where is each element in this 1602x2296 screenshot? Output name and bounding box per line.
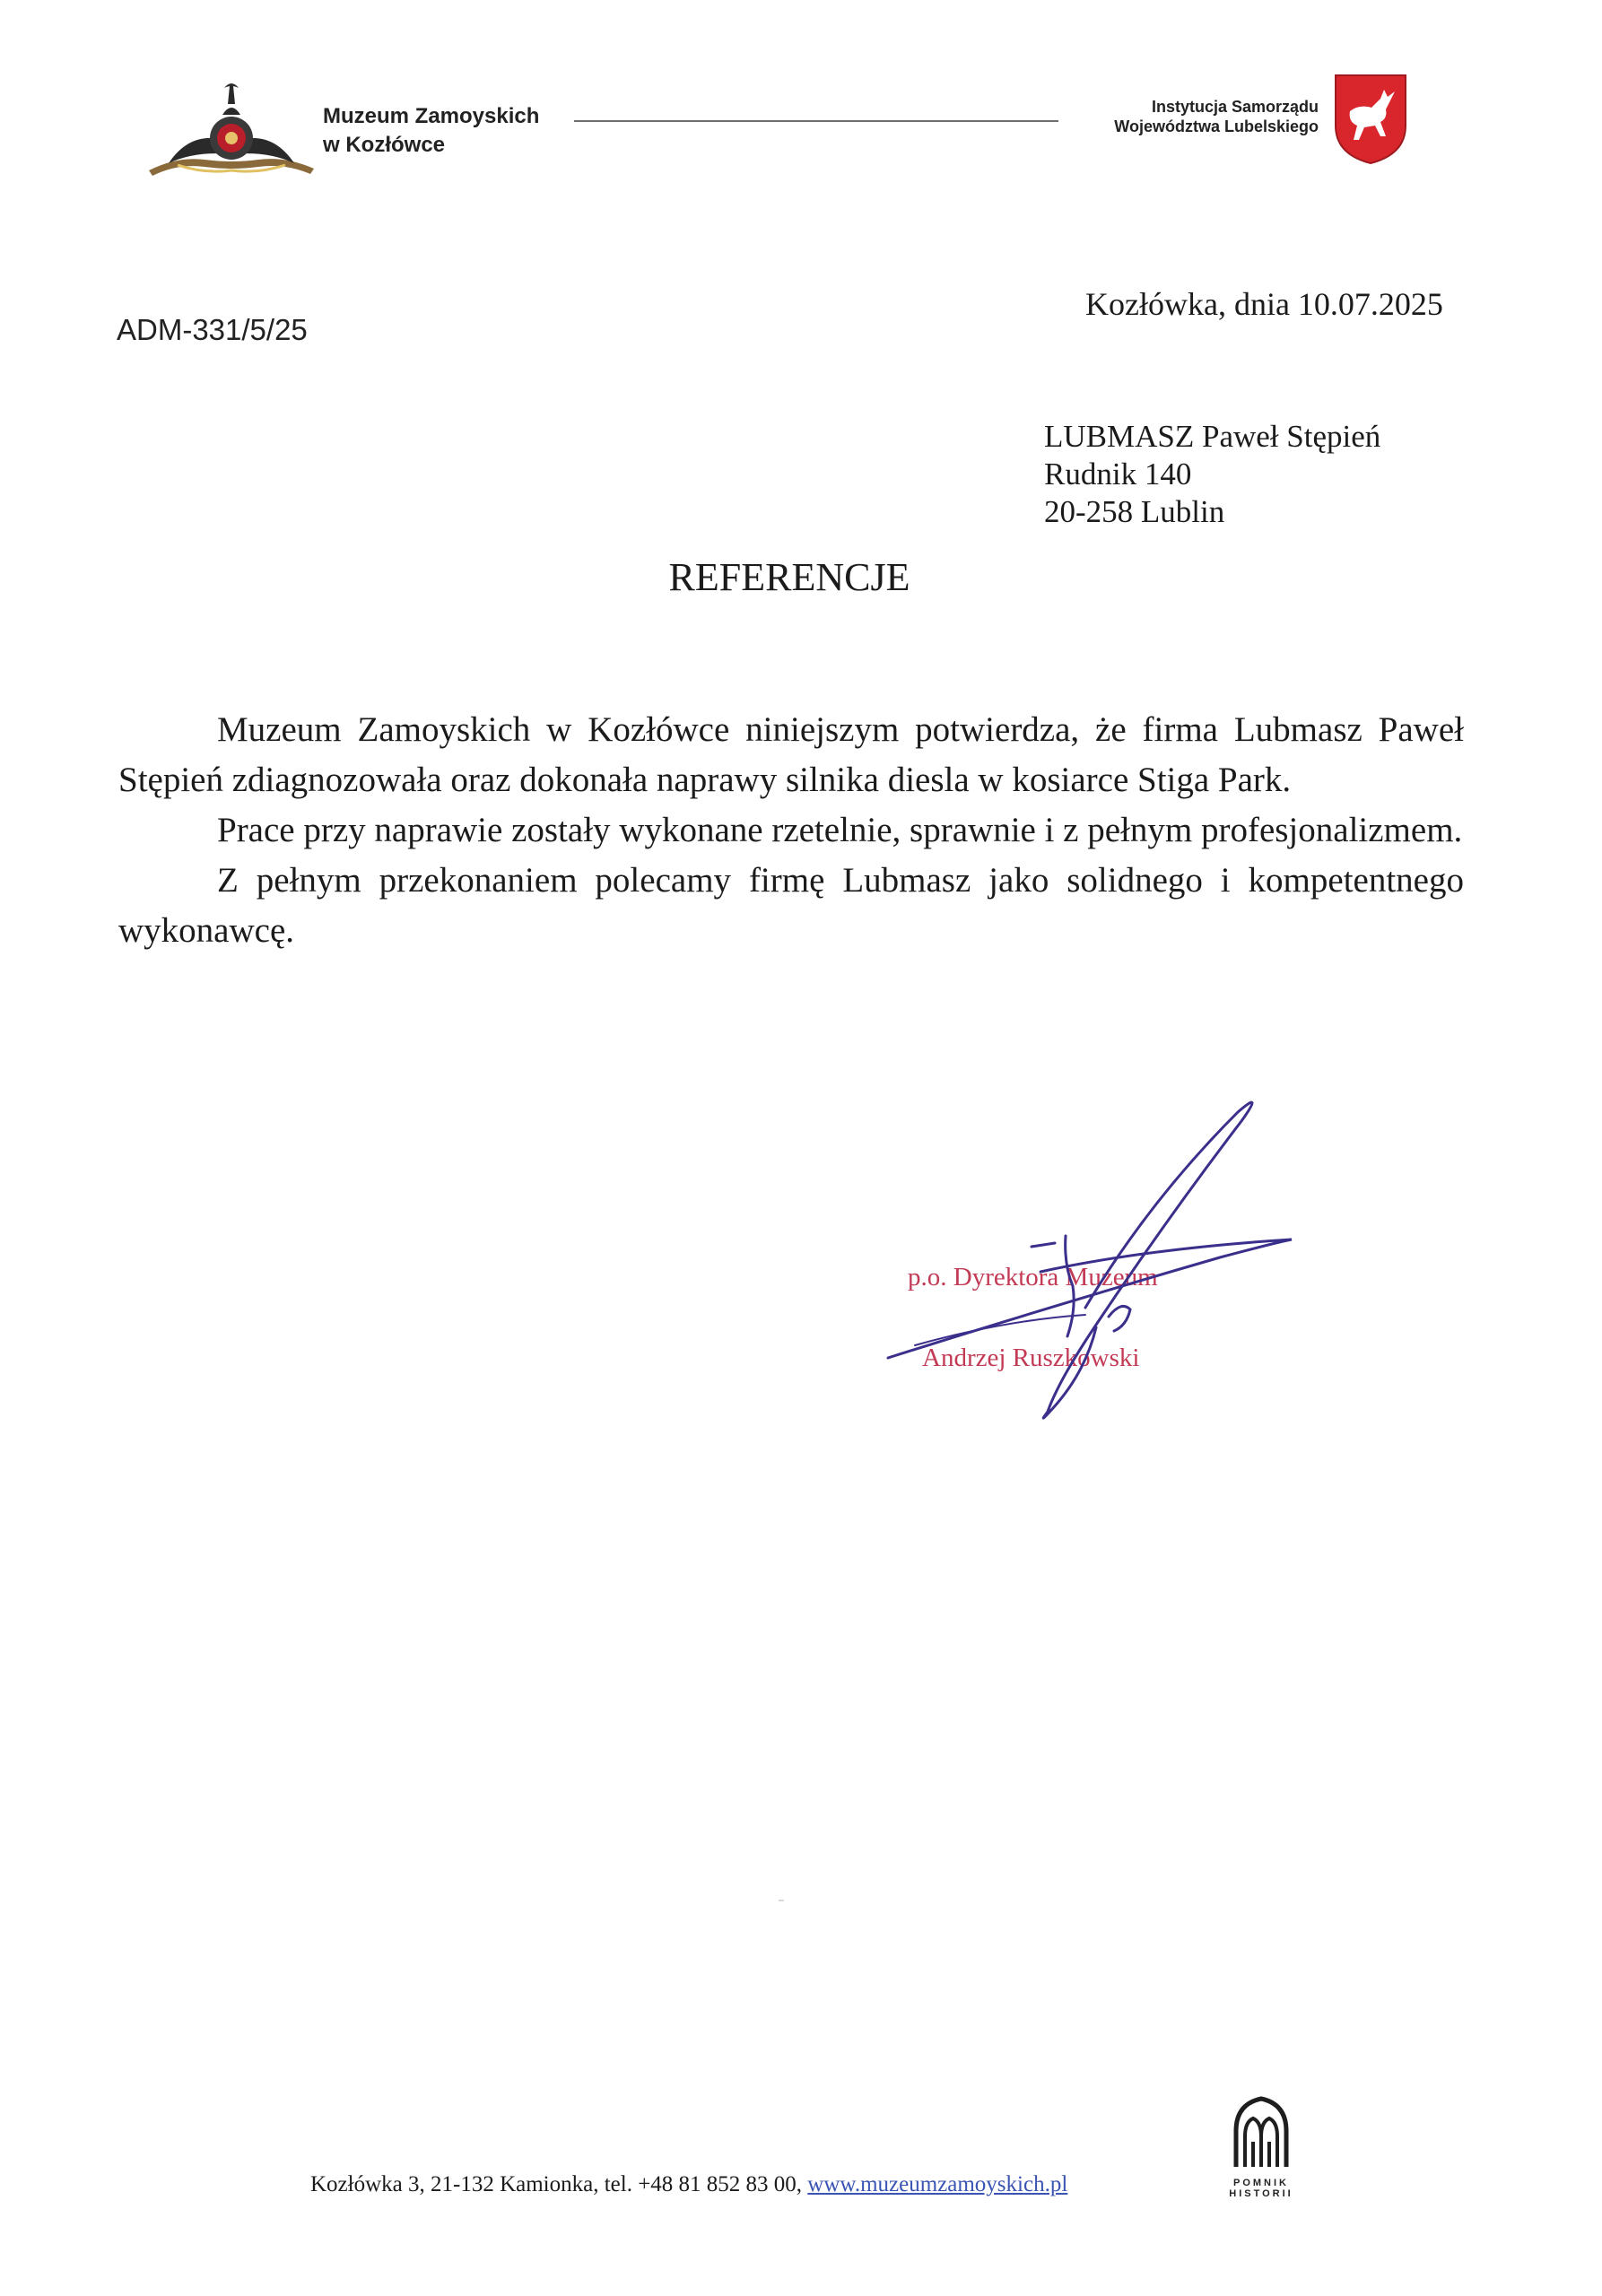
footer-address-text: Kozłówka 3, 21-132 Kamionka, tel. +48 81 852 83 00, xyxy=(310,2172,808,2196)
museum-crest-icon xyxy=(142,74,321,181)
handwritten-signature xyxy=(861,1085,1301,1435)
museum-name xyxy=(323,102,539,160)
website-link[interactable]: www.muzeumzamoyskich.pl xyxy=(807,2172,1068,2196)
addressee-line1: LUBMASZ Paweł Stępień xyxy=(1044,419,1381,454)
lublin-deer-shield-icon xyxy=(1332,72,1409,167)
institution-name xyxy=(1032,97,1319,136)
footer-address xyxy=(310,2172,1067,2197)
addressee-block xyxy=(1044,418,1380,531)
addressee-line3: 20-258 Lublin xyxy=(1044,494,1225,529)
reference-number: ADM-331/5/25 xyxy=(117,313,308,346)
body-paragraph-1: Muzeum Zamoyskich w Kozłówce niniejszym potwierdza, że firma Lubmasz Paweł Stępień zdiagnozowała oraz dokonała naprawy silnika diesla w kosiarce Stiga Park. xyxy=(118,710,1464,799)
addressee-line2: Rudnik 140 xyxy=(1044,457,1192,491)
institution-line2: Województwa Lubelskiego xyxy=(1114,117,1319,135)
date-line: Kozłówka, dnia 10.07.2025 xyxy=(1085,286,1443,322)
scan-artifact xyxy=(779,1900,784,1901)
body-paragraph-3: Z pełnym przekonaniem polecamy firmę Lubmasz jako solidnego i kompetentnego wykonawcę. xyxy=(118,861,1464,950)
stamp-name: Andrzej Ruszkowski xyxy=(922,1344,1140,1372)
header-divider xyxy=(574,120,1058,122)
monument-arches-icon xyxy=(1231,2095,1292,2169)
stamp-title: p.o. Dyrektora Muzeum xyxy=(908,1263,1158,1292)
museum-name-line2: w Kozłówce xyxy=(323,133,446,157)
document-title: REFERENCJE xyxy=(668,555,910,599)
institution-line1: Instytucja Samorządu xyxy=(1151,98,1319,116)
museum-name-line1: Muzeum Zamoyskich xyxy=(323,104,540,128)
monument-label: POMNIK HISTORII xyxy=(1229,2178,1293,2199)
body-paragraph-2: Prace przy naprawie zostały wykonane rzetelnie, sprawnie i z pełnym profesjonalizmem. xyxy=(217,811,1463,849)
letter-body xyxy=(118,705,1464,956)
